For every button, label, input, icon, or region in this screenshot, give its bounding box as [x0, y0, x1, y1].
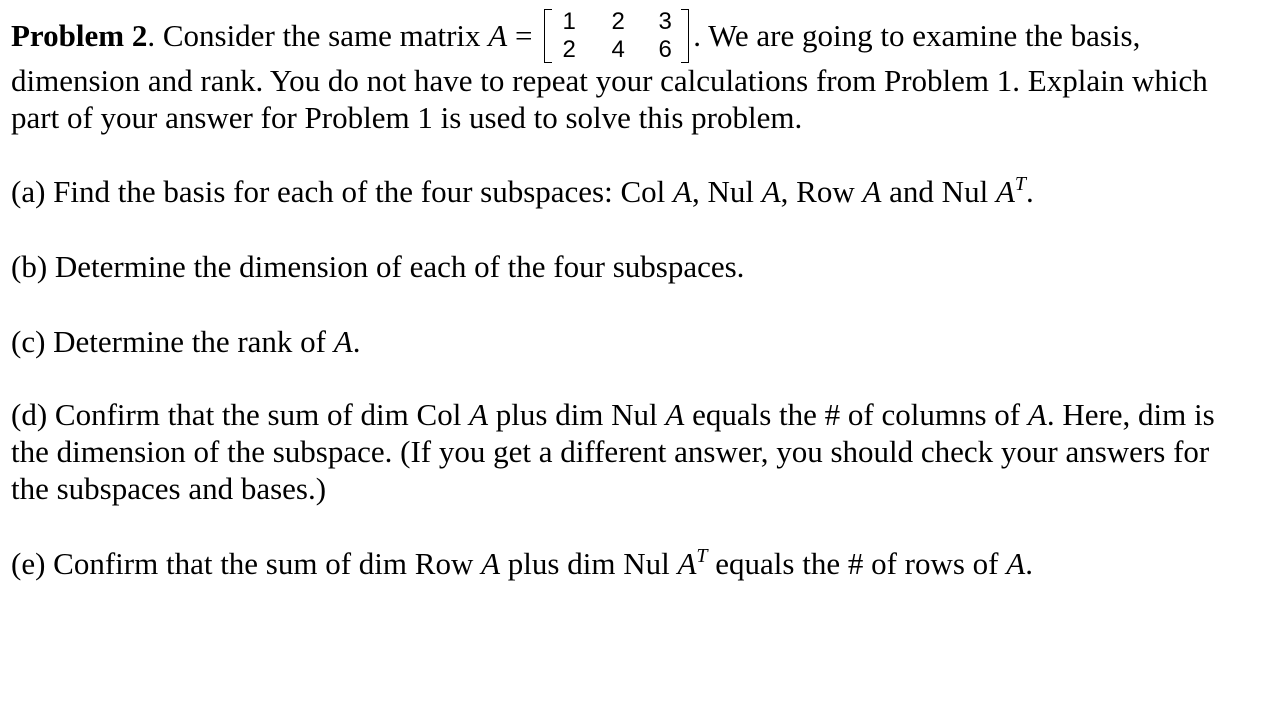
part-d — [11, 396, 1215, 433]
matrix-cell: 6 — [658, 36, 672, 63]
matrix-cell: 1 — [562, 8, 576, 35]
intro-prefix: Consider the same matrix — [162, 18, 489, 54]
part-a-text: (a) Find the basis for each of the four subspaces: Col — [11, 174, 674, 209]
part-e — [11, 545, 1033, 582]
part-a-text: , Nul — [691, 174, 762, 209]
var-a: A — [333, 324, 353, 359]
problem-intro-line-3: part of your answer for Problem 1 is used to solve this problem. — [11, 100, 803, 135]
var-a: A — [469, 397, 489, 432]
part-d-line-3: the subspaces and bases.) — [11, 471, 327, 506]
part-d-text: plus dim Nul — [488, 397, 666, 432]
var-a: A — [1006, 546, 1026, 581]
matrix-cell: 2 — [562, 36, 576, 63]
matrix-symbol: A — [488, 18, 508, 54]
part-d-text: equals the # of columns of — [684, 397, 1028, 432]
part-c-text: (c) Determine the rank of — [11, 324, 334, 359]
part-a-text: and Nul — [881, 174, 996, 209]
var-a: A — [481, 546, 501, 581]
matrix-cell: 2 — [611, 8, 625, 35]
part-c — [11, 323, 360, 360]
part-b: (b) Determine the dimension of each of the four subspaces. — [11, 249, 745, 284]
var-a: A — [995, 174, 1015, 209]
part-e-text: plus dim Nul — [500, 546, 678, 581]
equals-sign: = — [507, 18, 541, 54]
matrix-cell: 4 — [611, 36, 625, 63]
var-a: A — [677, 546, 697, 581]
part-d-line-2: the dimension of the subspace. (If you get a different answer, you should check your answers for — [11, 434, 1210, 469]
part-a — [11, 173, 1034, 210]
transpose-superscript: T — [1014, 173, 1026, 195]
problem-heading: Problem 2 — [11, 18, 148, 54]
part-e-text: . — [1025, 546, 1033, 581]
part-e-text: equals the # of rows of — [707, 546, 1007, 581]
part-e-text: (e) Confirm that the sum of dim Row — [11, 546, 482, 581]
var-a: A — [862, 174, 882, 209]
var-a: A — [1027, 397, 1047, 432]
matrix-left-bracket — [544, 9, 552, 63]
var-a: A — [665, 397, 685, 432]
transpose-superscript: T — [696, 545, 708, 567]
matrix-right-bracket — [681, 9, 689, 63]
part-d-text: (d) Confirm that the sum of dim Col — [11, 397, 470, 432]
matrix-a — [540, 7, 693, 65]
problem-intro-line-2: dimension and rank. You do not have to repeat your calculations from Problem 1. Explain which — [11, 63, 1208, 98]
intro-suffix: . We are going to examine the basis, — [693, 18, 1141, 54]
problem-heading-punct: . — [147, 18, 156, 54]
part-d-text: . Here, dim is — [1046, 397, 1215, 432]
part-a-text: , Row — [780, 174, 863, 209]
part-a-text: . — [1026, 174, 1034, 209]
part-c-text: . — [352, 324, 361, 359]
var-a: A — [673, 174, 692, 209]
problem-intro-line — [11, 8, 1141, 65]
matrix-cell: 3 — [658, 8, 672, 35]
var-a: A — [761, 174, 781, 209]
